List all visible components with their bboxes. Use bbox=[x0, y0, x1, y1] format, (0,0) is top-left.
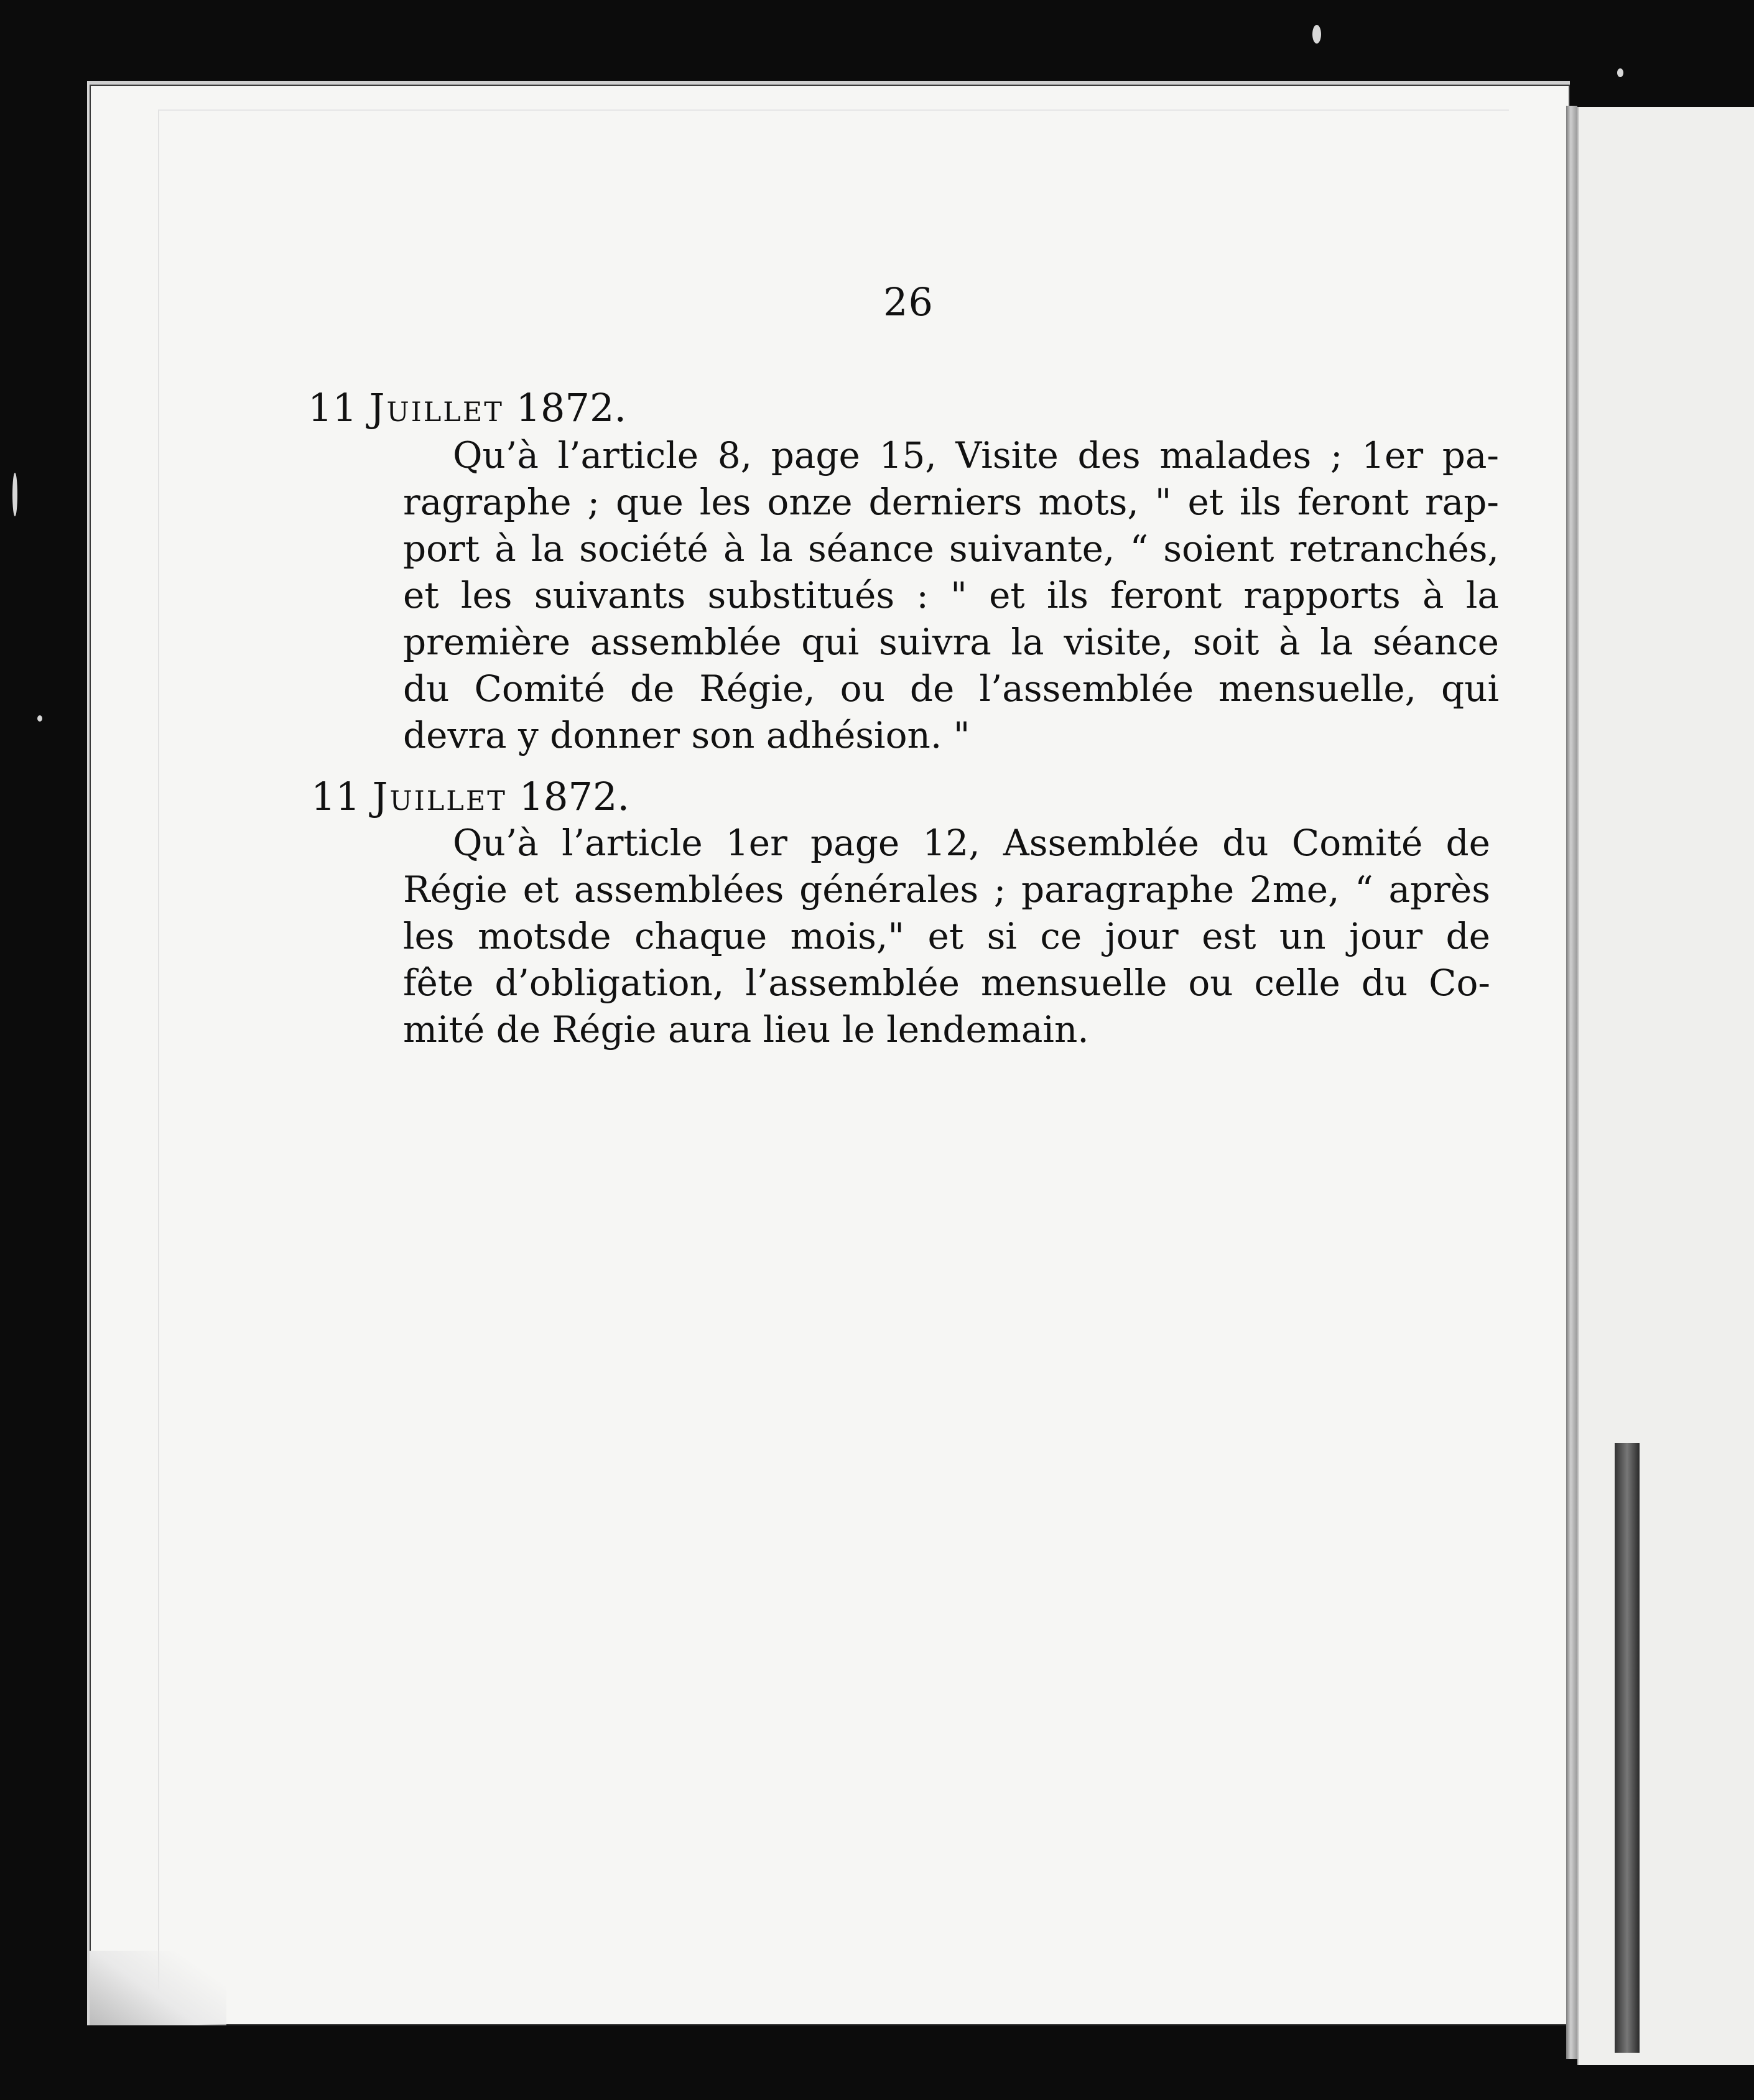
date-day: 11 bbox=[311, 774, 360, 819]
scan-speck bbox=[1312, 25, 1321, 44]
text-line: port à la société à la séance suivante, “ soient retranchés, bbox=[403, 527, 1499, 570]
scan-speck bbox=[1617, 68, 1623, 77]
date-day: 11 bbox=[308, 385, 357, 430]
entry-paragraph bbox=[403, 432, 1499, 759]
date-year: 1872. bbox=[519, 774, 630, 819]
date-year: 1872. bbox=[516, 385, 627, 430]
scan-speck bbox=[37, 715, 42, 722]
text-line: première assemblée qui suivra la visite, soit à la séance bbox=[403, 621, 1499, 663]
text-line: mité de Régie aura lieu le lendemain. bbox=[403, 1008, 1089, 1051]
date-month: Juillet bbox=[372, 774, 507, 819]
text-line: devra y donner son adhésion. " bbox=[403, 714, 970, 756]
entry-date-heading bbox=[311, 774, 630, 819]
page-corner-fold bbox=[90, 1951, 226, 2025]
binding-edge bbox=[1615, 1443, 1640, 2053]
binding-spine bbox=[1566, 106, 1577, 2059]
text-line: et les suivants substitués : " et ils feront rapports à la bbox=[403, 574, 1499, 616]
page-number: 26 bbox=[883, 279, 934, 325]
scan-speck bbox=[12, 473, 17, 516]
entry-date-heading bbox=[308, 385, 627, 430]
text-line: Qu’à l’article 8, page 15, Visite des malades ; 1er pa- bbox=[453, 434, 1499, 476]
text-line: fête d’obligation, l’assemblée mensuelle ou celle du Co- bbox=[403, 962, 1490, 1004]
text-line: ragraphe ; que les onze derniers mots, " et ils feront rap- bbox=[403, 481, 1499, 523]
text-line: les motsde chaque mois," et si ce jour est un jour de bbox=[403, 915, 1490, 957]
date-month: Juillet bbox=[369, 385, 504, 430]
adjacent-page-shadow bbox=[1577, 93, 1754, 107]
book-page bbox=[87, 81, 1570, 2025]
entry-paragraph bbox=[403, 820, 1490, 1053]
text-line: du Comité de Régie, ou de l’assemblée mensuelle, qui bbox=[403, 667, 1499, 710]
text-line: Régie et assemblées générales ; paragraphe 2me, “ après bbox=[403, 868, 1490, 911]
text-line: Qu’à l’article 1er page 12, Assemblée du Comité de bbox=[453, 822, 1490, 864]
adjacent-page bbox=[1577, 106, 1754, 2065]
